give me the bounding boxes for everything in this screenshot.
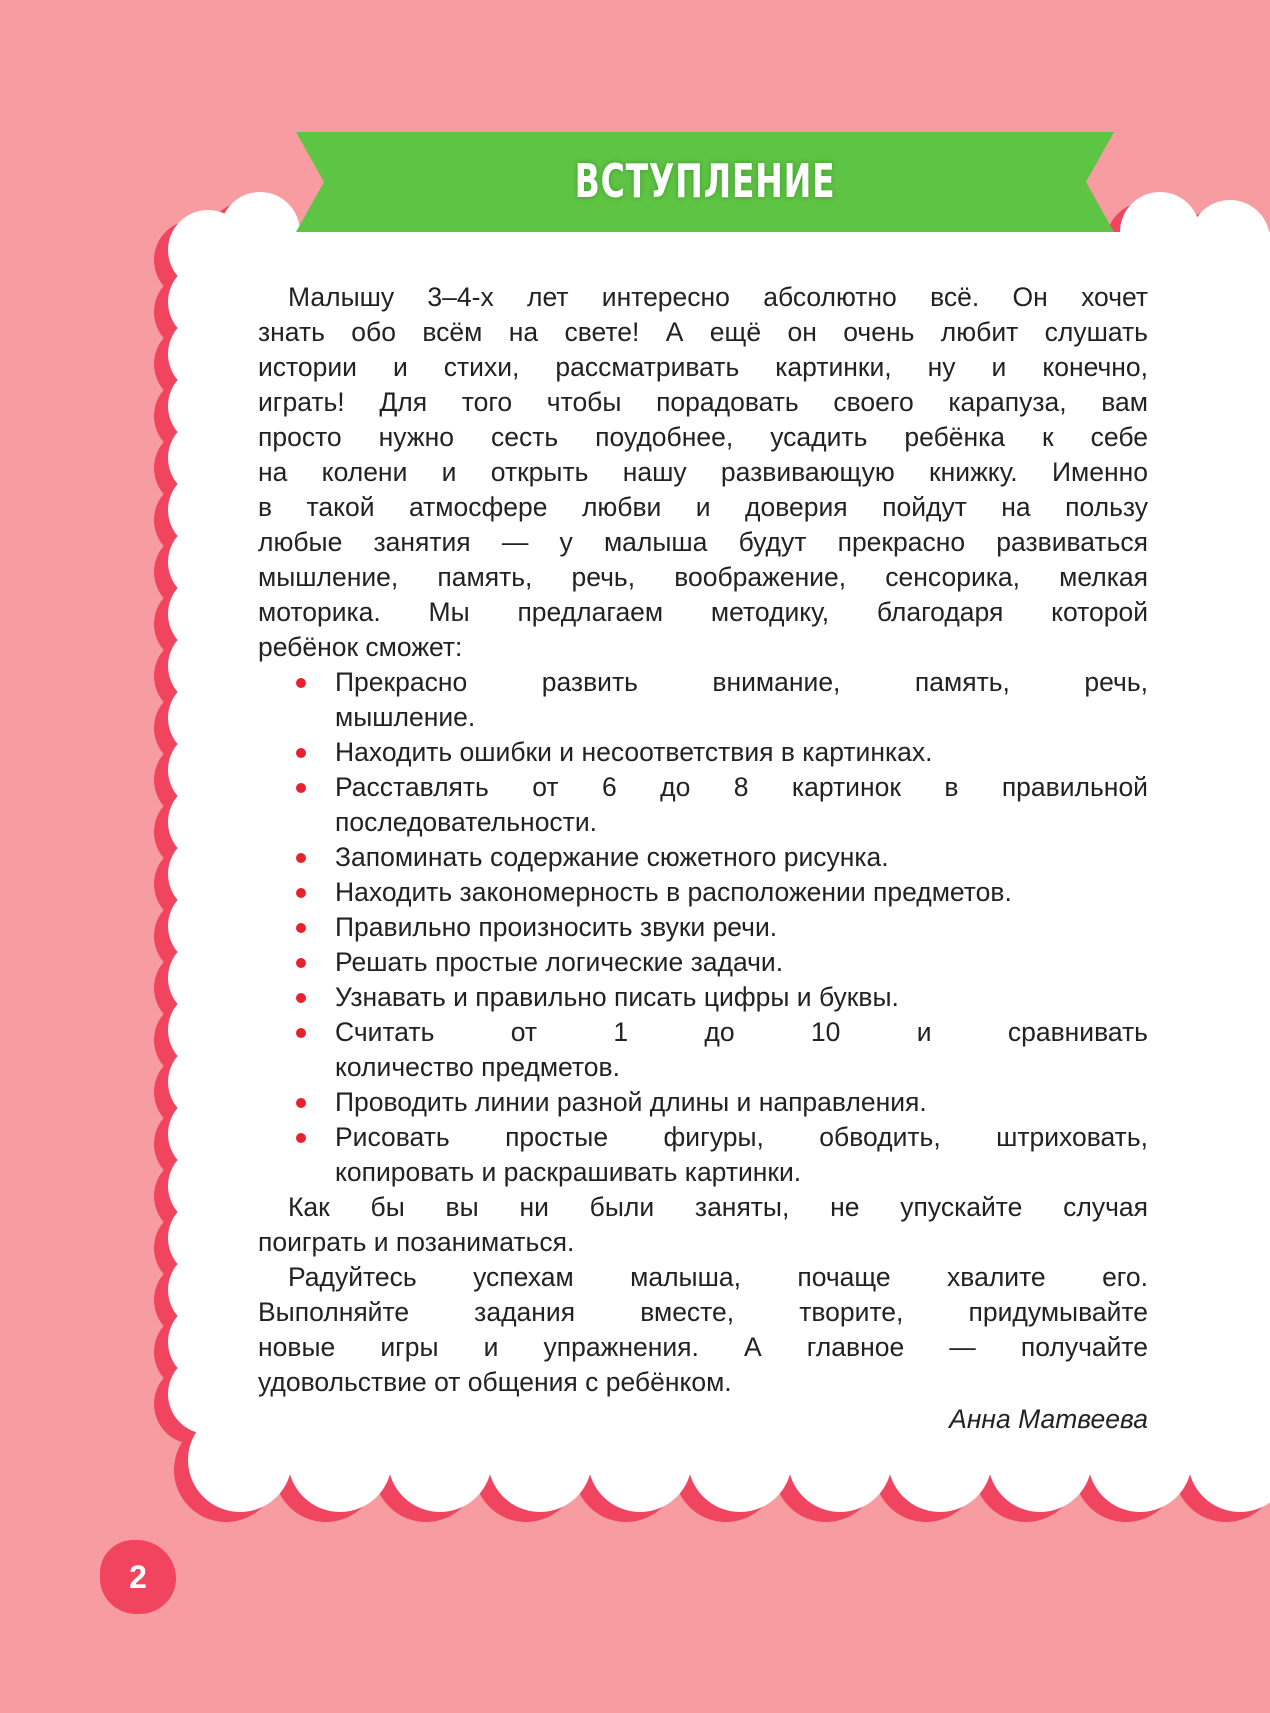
bullet-item	[258, 770, 1148, 840]
bullet-item	[258, 945, 1148, 980]
bullet-dot-icon	[296, 1133, 306, 1143]
bullet-item	[258, 1015, 1148, 1085]
paragraph-line: на колени и открыть нашу развивающую книжку. Именно	[258, 457, 1148, 487]
bullet-item	[258, 1085, 1148, 1120]
bullet-line: Узнавать и правильно писать цифры и буквы.	[335, 982, 899, 1012]
cloud-scallop	[1190, 200, 1270, 280]
page-number: 2	[100, 1540, 176, 1614]
paragraph-line: Выполняйте задания вместе, творите, придумывайте	[258, 1297, 1148, 1327]
paragraph-line: истории и стихи, рассматривать картинки, ну и конечно,	[258, 352, 1148, 382]
bullet-dot-icon	[296, 783, 306, 793]
paragraph-line: любые занятия — у малыша будут прекрасно развиваться	[258, 527, 1148, 557]
page-title: ВСТУПЛЕНИЕ	[574, 154, 836, 208]
bullet-dot-icon	[296, 958, 306, 968]
bullet-item	[258, 910, 1148, 945]
title-banner	[296, 132, 1114, 232]
bullet-line: Правильно произносить звуки речи.	[335, 912, 778, 942]
bullet-line: последовательности.	[335, 807, 597, 837]
bullet-item	[258, 665, 1148, 735]
paragraph-line: Малышу 3–4-х лет интересно абсолютно всё. Он хочет	[288, 282, 1148, 312]
cloud-scallop	[1120, 192, 1200, 272]
intro-text	[258, 280, 1148, 1437]
bullet-dot-icon	[296, 993, 306, 1003]
bullet-item	[258, 875, 1148, 910]
paragraph-line: ребёнок сможет:	[258, 632, 463, 662]
signature: Анна Матвеева	[949, 1404, 1148, 1434]
paragraph-line: в такой атмосфере любви и доверия пойдут на пользу	[258, 492, 1148, 522]
paragraph-line: поиграть и позаниматься.	[258, 1227, 575, 1257]
bullet-line: Прекрасно развить внимание, память, речь,	[335, 667, 1148, 697]
bullet-line: Считать от 1 до 10 и сравнивать	[335, 1017, 1148, 1047]
paragraph-line: новые игры и упражнения. А главное — получайте	[258, 1332, 1148, 1362]
bullet-dot-icon	[296, 888, 306, 898]
bullet-line: Решать простые логические задачи.	[335, 947, 784, 977]
paragraph-line: просто нужно сесть поудобнее, усадить ребёнка к себе	[258, 422, 1148, 452]
paragraph-line: удовольствие от общения с ребёнком.	[258, 1367, 732, 1397]
cloud-scallop	[220, 192, 300, 272]
bullet-line: Рисовать простые фигуры, обводить, штриховать,	[335, 1122, 1148, 1152]
bullet-line: Расставлять от 6 до 8 картинок в правильной	[335, 772, 1148, 802]
paragraph-line: моторика. Мы предлагаем методику, благодаря которой	[258, 597, 1148, 627]
bullet-item	[258, 735, 1148, 770]
bullet-dot-icon	[296, 853, 306, 863]
bullet-dot-icon	[296, 748, 306, 758]
bullet-line: мышление.	[335, 702, 476, 732]
paragraph-line: играть! Для того чтобы порадовать своего карапуза, вам	[258, 387, 1148, 417]
bullet-dot-icon	[296, 923, 306, 933]
paragraph-line: Как бы вы ни были заняты, не упускайте случая	[288, 1192, 1148, 1222]
bullet-line: количество предметов.	[335, 1052, 620, 1082]
bullet-dot-icon	[296, 1098, 306, 1108]
bullet-dot-icon	[296, 1028, 306, 1038]
paragraph-line: знать обо всём на свете! А ещё он очень любит слушать	[258, 317, 1148, 347]
bullet-item	[258, 1120, 1148, 1190]
paragraph-line: Радуйтесь успехам малыша, почаще хвалите его.	[288, 1262, 1148, 1292]
bullet-line: Проводить линии разной длины и направления.	[335, 1087, 927, 1117]
bullet-item	[258, 980, 1148, 1015]
bullet-line: копировать и раскрашивать картинки.	[335, 1157, 802, 1187]
bullet-line: Запоминать содержание сюжетного рисунка.	[335, 842, 889, 872]
bullet-item	[258, 840, 1148, 875]
bullet-line: Находить закономерность в расположении предметов.	[335, 877, 1012, 907]
bullet-dot-icon	[296, 678, 306, 688]
paragraph-line: мышление, память, речь, воображение, сенсорика, мелкая	[258, 562, 1148, 592]
bullet-line: Находить ошибки и несоответствия в картинках.	[335, 737, 933, 767]
